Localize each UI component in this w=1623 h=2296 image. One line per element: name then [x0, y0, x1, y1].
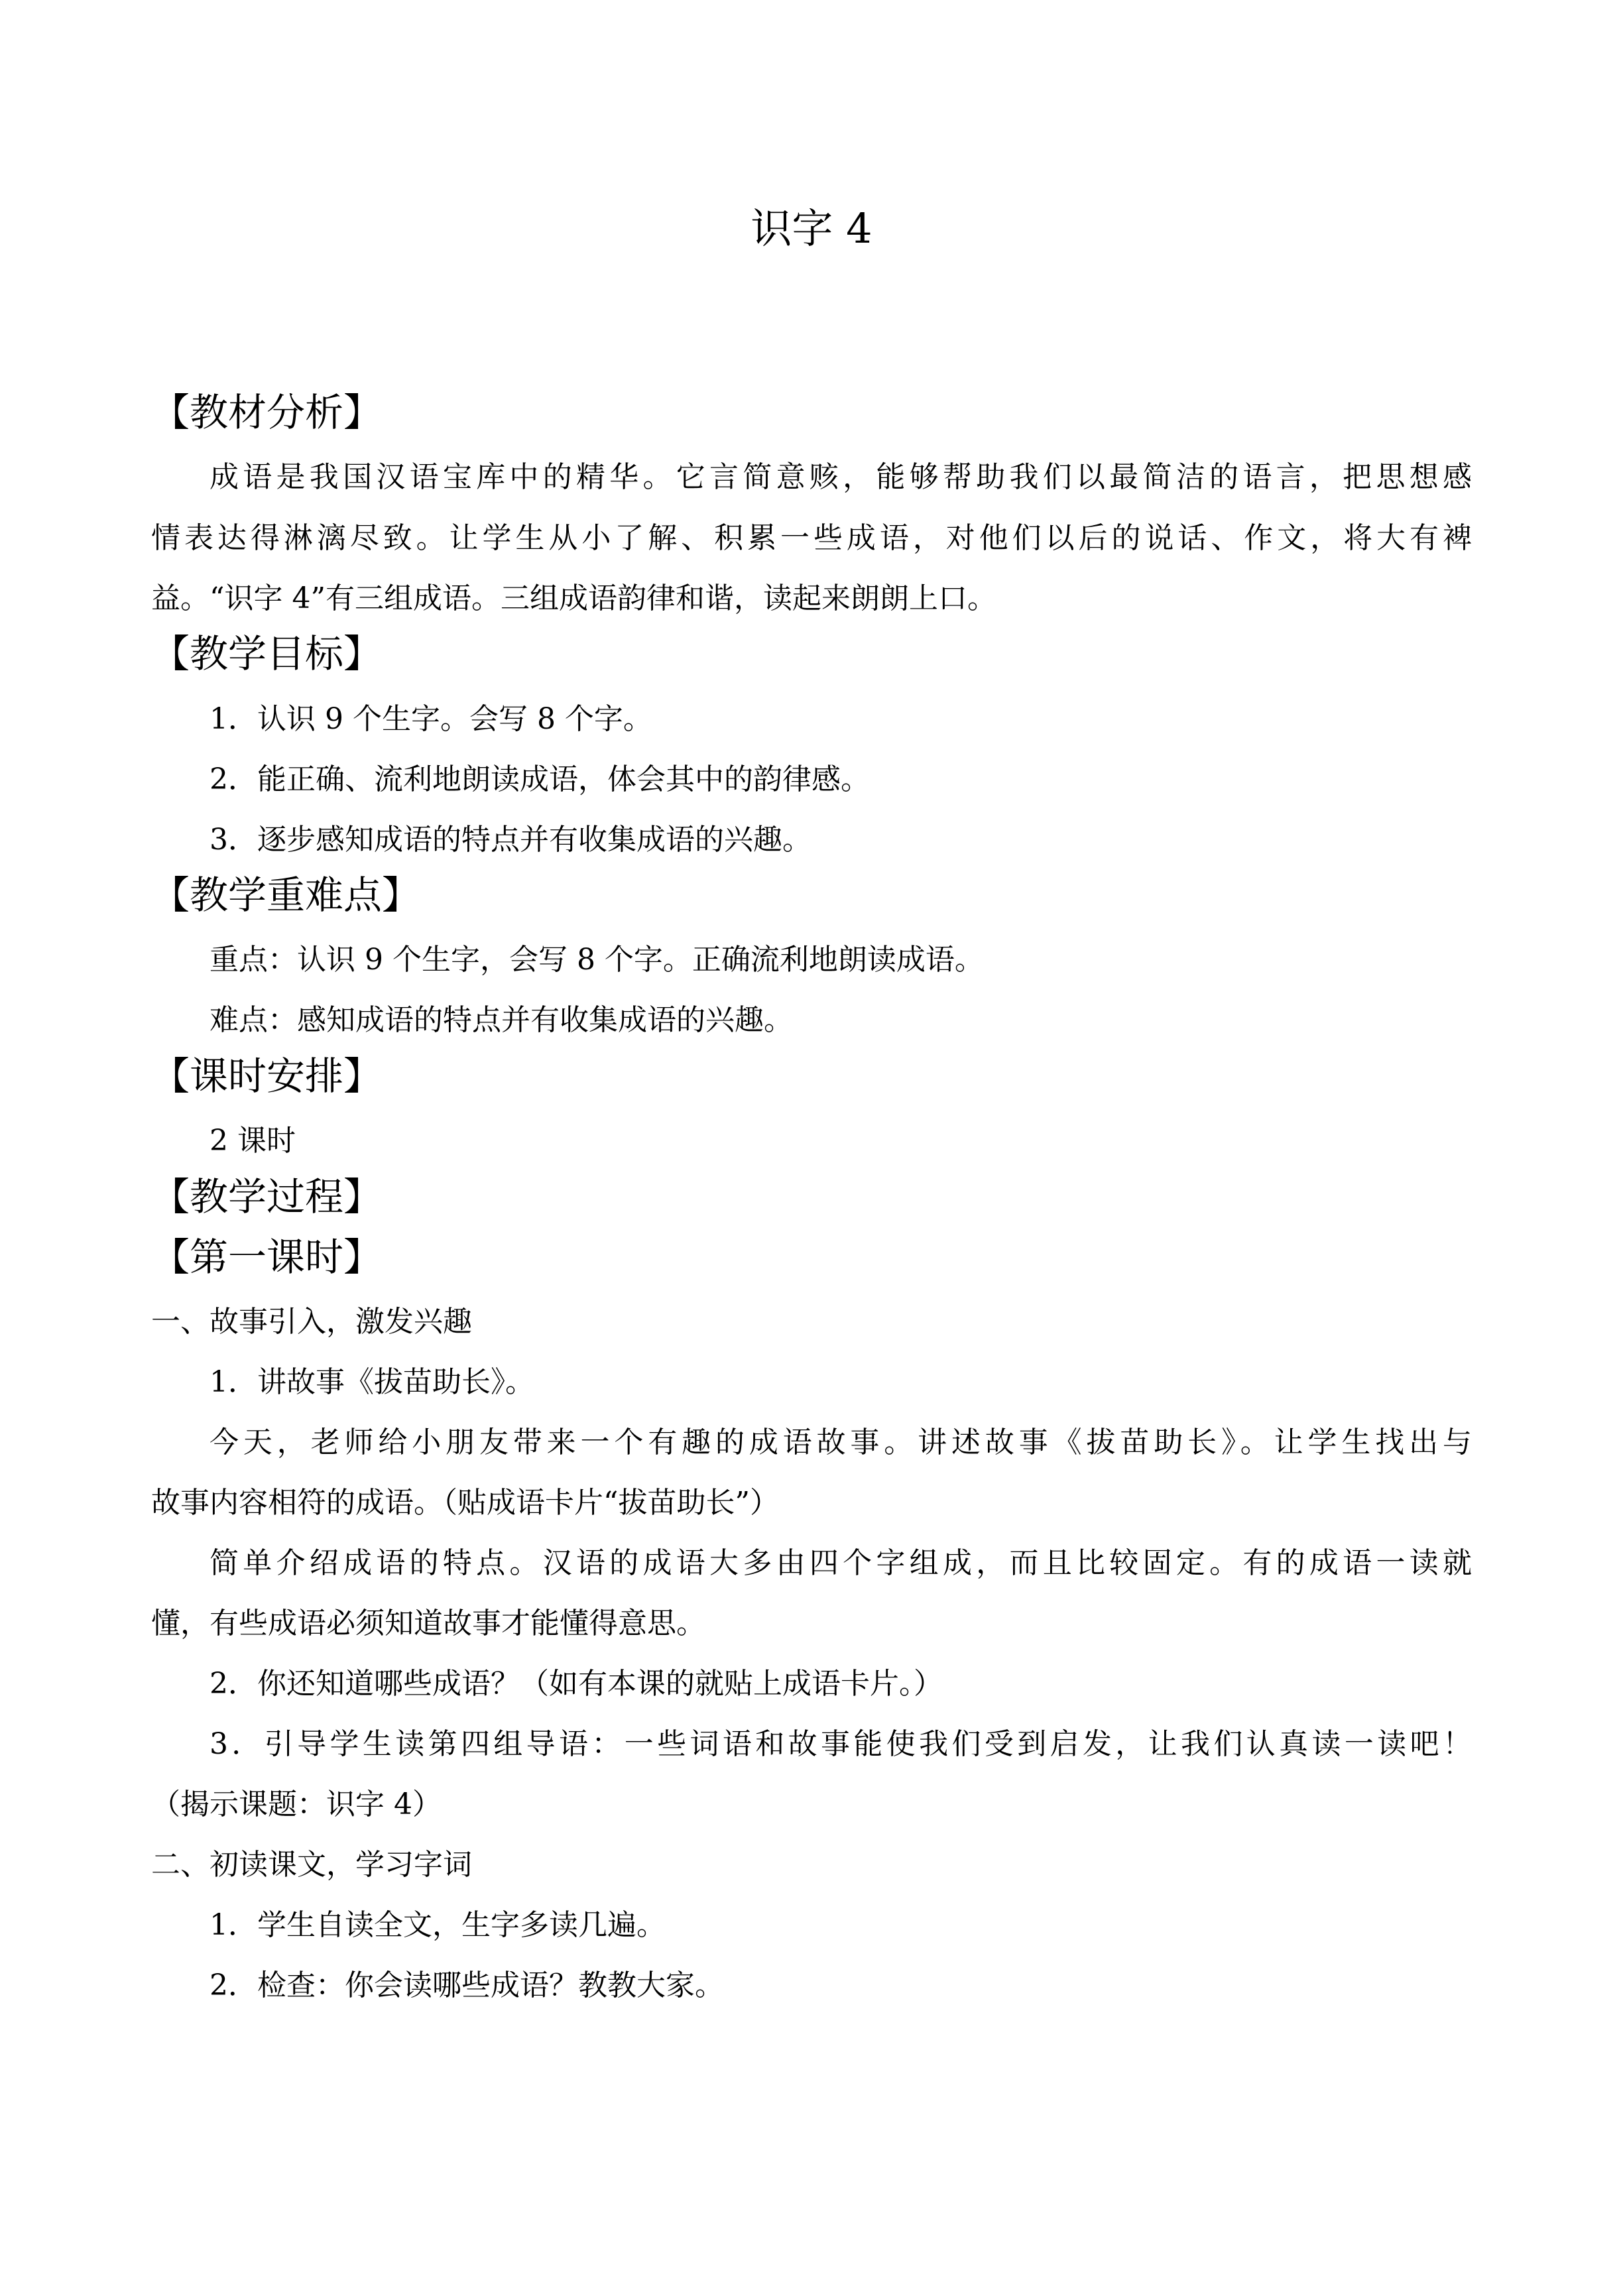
part1-item-3-line-1: 3．引导学生读第四组导语：一些词语和故事能使我们受到启发，让我们认真读一读吧！ [210, 1727, 1472, 1761]
section-heading-first-lesson: 【第一课时】 [151, 1235, 383, 1280]
part1-item-3-line-2: （揭示课题：识字 4） [151, 1787, 442, 1821]
part2-item-1: 1．学生自读全文，生字多读几遍。 [210, 1908, 666, 1942]
key-point-item: 重点：认识 9 个生字，会写 8 个字。正确流利地朗读成语。 [210, 943, 984, 977]
part1-item-1: 1．讲故事《拔苗助长》。 [210, 1365, 534, 1399]
goal-item-2: 2．能正确、流利地朗读成语，体会其中的韵律感。 [210, 762, 870, 796]
page-title: 识字 4 [751, 204, 872, 253]
analysis-line-1: 成语是我国汉语宝库中的精华。它言简意赅，能够帮助我们以最简洁的语言，把思想感 [210, 460, 1472, 494]
analysis-line-2: 情表达得淋漓尽致。让学生从小了解、积累一些成语，对他们以后的说话、作文，将大有裨 [151, 521, 1472, 555]
schedule-text: 2 课时 [210, 1124, 296, 1158]
goal-item-1: 1．认识 9 个生字。会写 8 个字。 [210, 702, 652, 736]
part2-item-2: 2．检查：你会读哪些成语？教教大家。 [210, 1968, 724, 2002]
goal-item-3: 3．逐步感知成语的特点并有收集成语的兴趣。 [210, 823, 812, 857]
part1-para1-line-1: 今天，老师给小朋友带来一个有趣的成语故事。讲述故事《拔苗助长》。让学生找出与 [210, 1425, 1472, 1459]
part1-para2-line-1: 简单介绍成语的特点。汉语的成语大多由四个字组成，而且比较固定。有的成语一读就 [210, 1546, 1472, 1580]
difficulty-item: 难点：感知成语的特点并有收集成语的兴趣。 [210, 1003, 793, 1037]
part1-heading: 一、故事引入，激发兴趣 [151, 1305, 472, 1339]
section-heading-schedule: 【课时安排】 [151, 1054, 383, 1099]
part1-item-2: 2．你还知道哪些成语？（如有本课的就贴上成语卡片。） [210, 1667, 943, 1701]
part1-para1-line-2: 故事内容相符的成语。（贴成语卡片“拔苗助长”） [151, 1486, 779, 1520]
section-heading-goals: 【教学目标】 [151, 631, 383, 676]
section-heading-key-points: 【教学重难点】 [151, 873, 421, 918]
section-heading-process: 【教学过程】 [151, 1174, 383, 1219]
analysis-line-3: 益。“识字 4”有三组成语。三组成语韵律和谐，读起来朗朗上口。 [151, 581, 996, 615]
section-heading-analysis: 【教材分析】 [151, 390, 383, 435]
part1-para2-line-2: 懂，有些成语必须知道故事才能懂得意思。 [151, 1606, 705, 1640]
part2-heading: 二、初读课文，学习字词 [151, 1848, 472, 1882]
